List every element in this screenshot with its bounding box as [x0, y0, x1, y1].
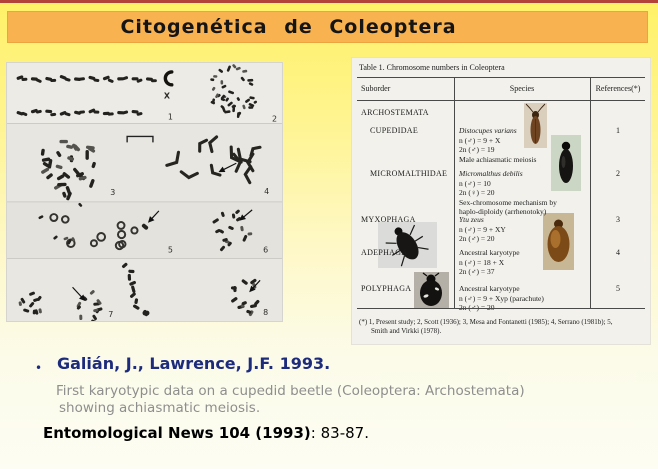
page-title: Citogenética de Coleoptera [120, 16, 457, 38]
table-rule-bottom [357, 308, 645, 309]
svg-text:8: 8 [263, 308, 269, 318]
ref-polyphaga: 5 [616, 284, 620, 293]
row-micromalthidae: MICROMALTHIDAE [370, 169, 448, 178]
title-banner [7, 11, 648, 43]
beetle-icon [414, 272, 449, 308]
svg-text:1: 1 [167, 112, 173, 122]
column-divider [590, 77, 591, 308]
ytu-beetle-photo [543, 213, 574, 270]
citation-authors [57, 354, 330, 373]
species-cell-polyphaga: Ancestral karyotype n (♂) = 9 + Xyp (parachute) [459, 284, 544, 303]
svg-text:7: 7 [108, 310, 114, 320]
species-cell-myxophaga: Ytu zeus n (♂) = 9 + XY 2n (♂) = 20 [459, 215, 506, 243]
ref-micromalthidae: 2 [616, 169, 620, 178]
species-cell-cupedidae: Distocupes varians n (♂) = 9 + X 2n (♂) = 19 Male achiasmatic meiosis [459, 126, 537, 164]
col-header-suborder: Suborder [361, 84, 391, 93]
citation-title-line1: First karyotypic data on a cupedid beetle (Coleoptera: Archostemata) [56, 383, 525, 399]
species-cell-adephaga: Ancestral karyotype n (♂) = 18 + X 2n (♂) = 37 [459, 248, 520, 276]
svg-text:4: 4 [264, 186, 270, 196]
row-archostemata: ARCHOSTEMATA [361, 108, 429, 117]
polyphaga-beetle-photo [414, 272, 449, 308]
chromosome-micrograph-panels [7, 63, 282, 321]
species-cell-micromalthidae: Micromalthus debilis n (♂) = 10 2n (♀) = 20 Sex-chromosome mechanism by haplo-diploidy (arrhenotoky) [459, 169, 557, 216]
table-rule-header [357, 100, 645, 101]
row-myxophaga: MYXOPHAGA [361, 215, 416, 224]
svg-text:5: 5 [167, 245, 173, 255]
col-header-species: Species [509, 84, 535, 93]
citation-author-rest: , Lawrence, J.F. 1993. [137, 354, 331, 373]
row-adephaga: ADEPHAGA [361, 248, 408, 257]
bullet-icon: • [35, 361, 43, 375]
citation-journal-pages: : 83-87. [310, 424, 369, 442]
column-divider [454, 77, 455, 308]
chromosome-table [352, 58, 650, 344]
svg-text:X: X [163, 91, 170, 101]
beetle-icon [543, 213, 574, 270]
svg-text:3: 3 [110, 187, 116, 197]
karyotype-figure [6, 62, 283, 322]
citation-author-bold: Galián, J. [57, 354, 138, 373]
ref-myxophaga: 3 [616, 215, 620, 224]
top-red-strip [0, 0, 658, 3]
row-polyphaga: POLYPHAGA [361, 284, 412, 293]
col-header-references: References(*) [595, 84, 641, 93]
beetle-icon [378, 222, 437, 268]
svg-text:6: 6 [263, 245, 269, 255]
citation-title-line2: showing achiasmatic meiosis. [59, 400, 261, 416]
row-cupedidae: CUPEDIDAE [370, 126, 419, 135]
table-footnote: (*) 1, Present study; 2, Scott (1936); 3, Mesa and Fontanetti (1985); 4, Serrano (1981b); 5, Smith and Virkki (1978). [359, 318, 613, 335]
ref-adephaga: 4 [616, 248, 620, 257]
table-rule-top [357, 77, 645, 78]
adephaga-beetle-photo [378, 222, 437, 268]
citation-journal [43, 424, 369, 442]
table-caption: Table 1. Chromosome numbers in Coleoptera [359, 63, 505, 72]
citation-journal-bold: Entomological News 104 (1993) [43, 424, 311, 442]
ref-cupedidae: 1 [616, 126, 620, 135]
svg-text:2: 2 [272, 114, 278, 124]
